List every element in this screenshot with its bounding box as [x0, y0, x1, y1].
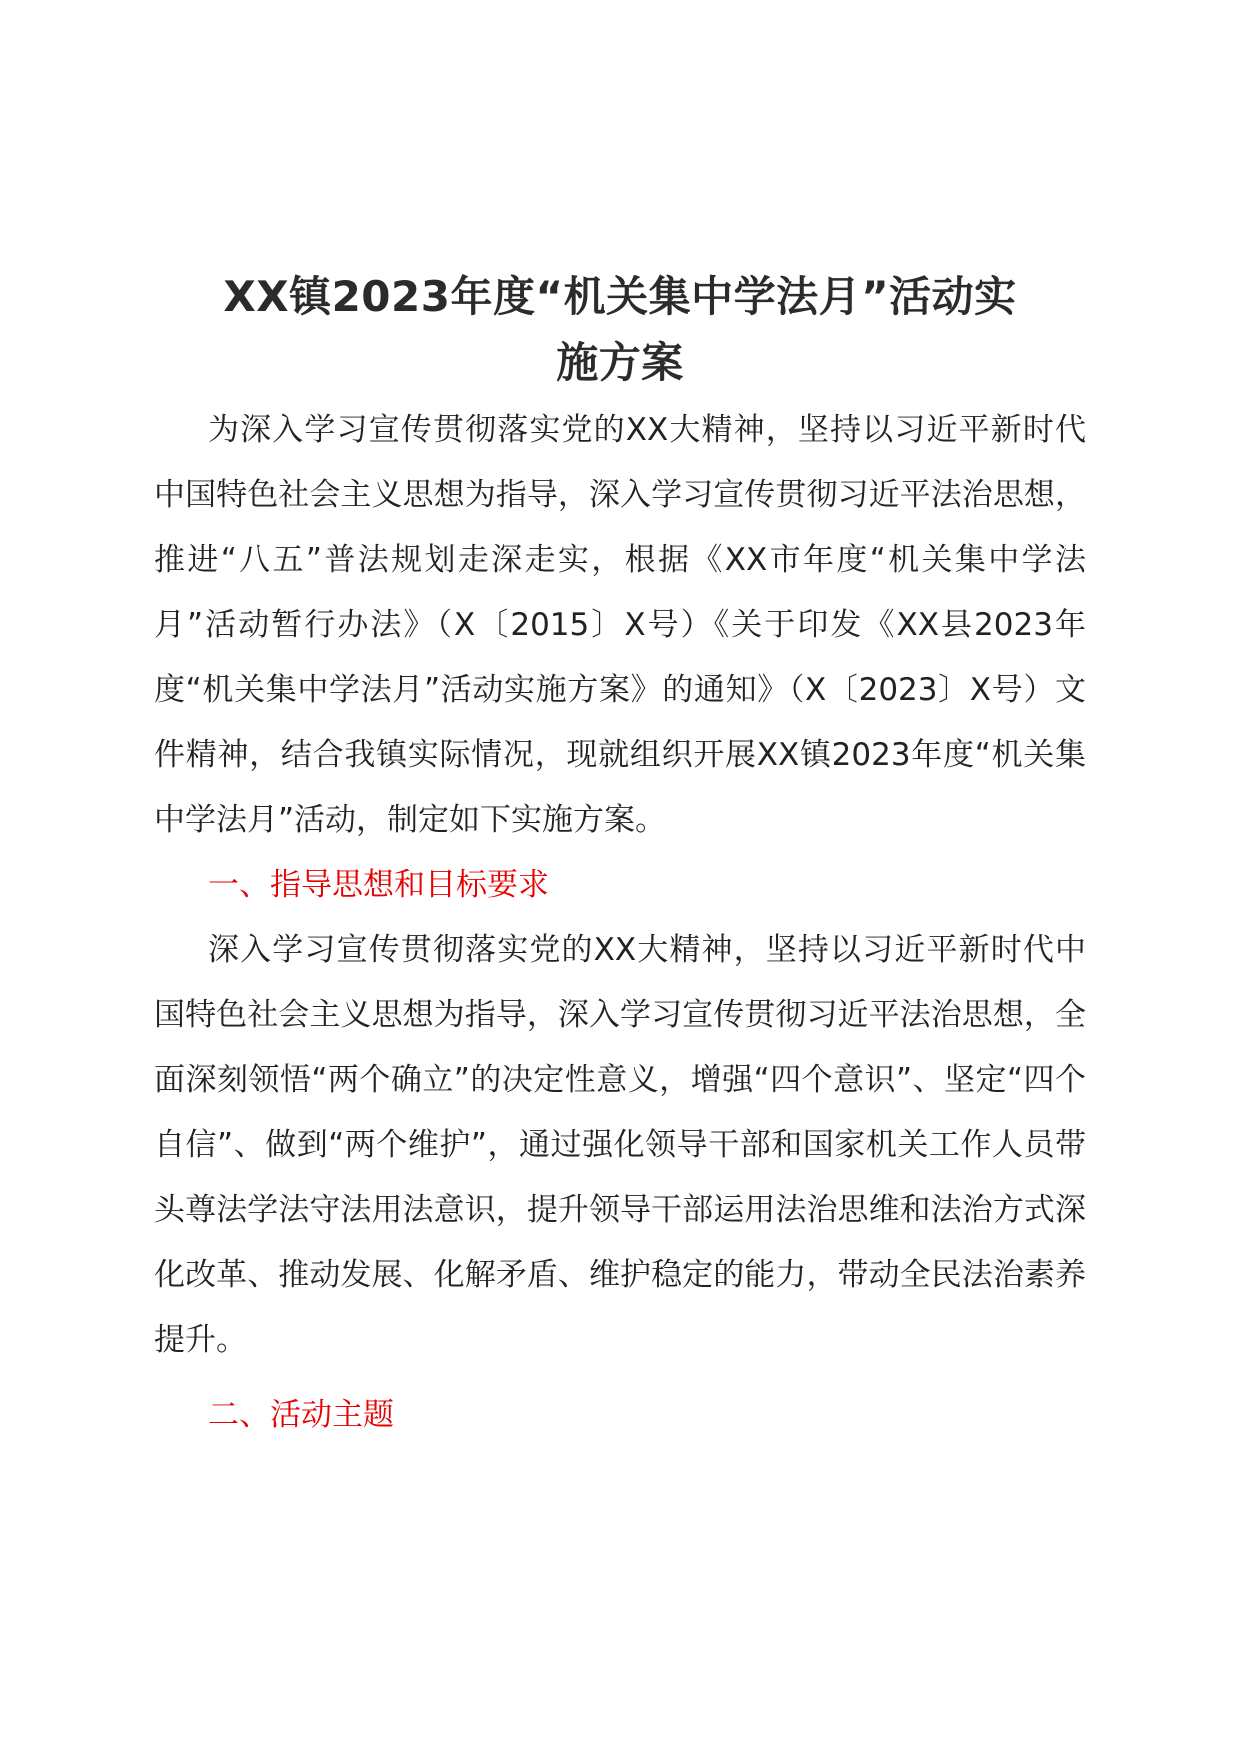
section-heading-activity-theme: 二、活动主题 — [208, 1397, 394, 1433]
guiding-thought-paragraph: 深入学习宣传贯彻落实党的XX大精神，坚持以习近平新时代中国特色社会主义思想为指导，深入学习宣传贯彻习近平法治思想，全面深刻领悟“两个确立”的决定性意义，增强“四个意识”、坚定“四个自信”、做到“两个维护”，通过强化领导干部和国家机关工作人员带头尊法学法守法用法意识，提升领导干部运用法治思维和法治方式深化改革、推动发展、化解矛盾、维护稳定的能力，带动全民法治素养提升。 — [154, 932, 1086, 1358]
document-title — [154, 264, 1086, 396]
intro-paragraph: 为深入学习宣传贯彻落实党的XX大精神，坚持以习近平新时代中国特色社会主义思想为指导，深入学习宣传贯彻习近平法治思想，推进“八五”普法规划走深走实，根据《XX市年度“机关集中学法月”活动暂行办法》（X〔2015〕X号）《关于印发《XX县2023年度“机关集中学法月”活动实施方案》的通知》（X〔2023〕X号）文件精神，结合我镇实际情况，现就组织开展XX镇2023年度“机关集中学法月”活动，制定如下实施方案。 — [154, 412, 1086, 838]
document-body — [154, 398, 1086, 1448]
document-title-line-1: XX镇2023年度“机关集中学法月”活动实 — [223, 272, 1017, 322]
section-heading-guiding-thought: 一、指导思想和目标要求 — [208, 867, 549, 903]
document-title-line-2: 施方案 — [556, 338, 684, 388]
